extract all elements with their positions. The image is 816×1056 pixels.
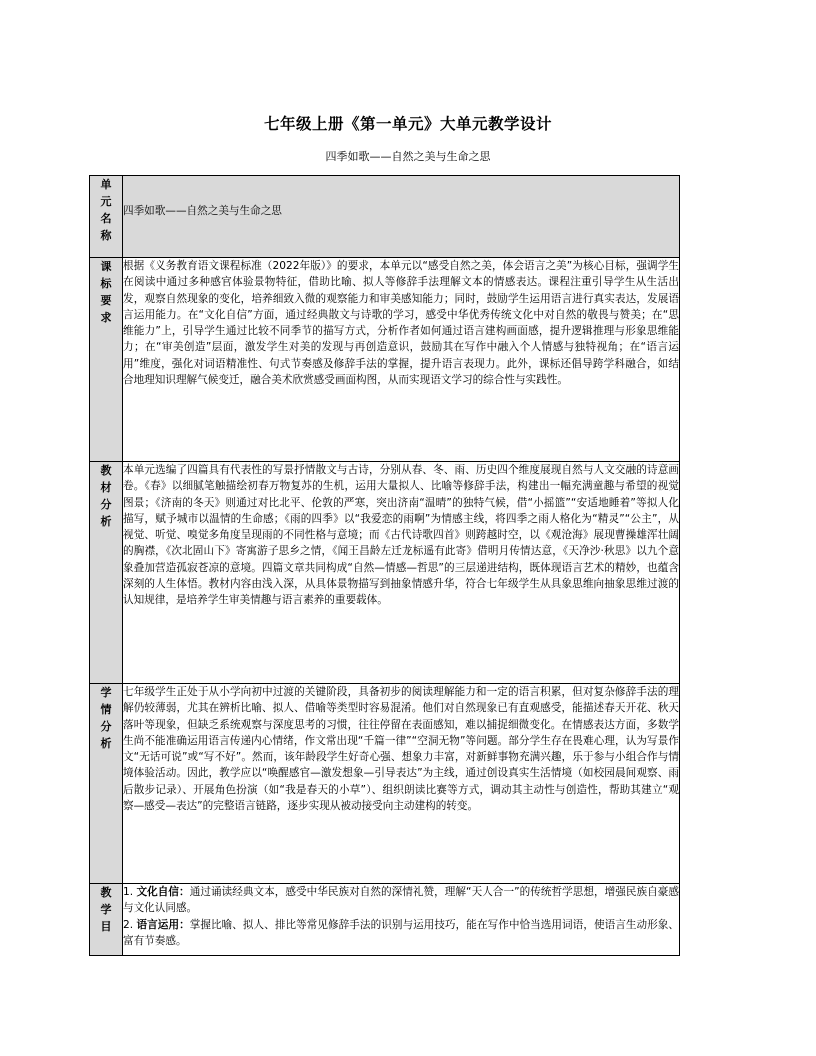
- goal-item: 2. 语言运用：掌握比喻、拟人、排比等常见修辞手法的识别与运用技巧，能在写作中恰当选用词语，使语言生动形象、富有节奏感。: [123, 918, 680, 947]
- table-row-textbook: [90, 462, 680, 684]
- label-textbook: 教材分析: [90, 462, 123, 684]
- page-title: 七年级上册《第一单元》大单元教学设计: [263, 115, 552, 133]
- content-curriculum: 根据《义务教育语文课程标准（2022年版）》的要求，本单元以“感受自然之美，体会语言之美”为核心目标，强调学生在阅读中通过多种感官体验景物特征，借助比喻、拟人等修辞手法理解文本的情感表达。课程注重引导学生从生活出发，观察自然现象的变化，培养细致入微的观察能力和审美感知能力；同时，鼓励学生运用语言进行真实表达，发展语言运用能力。在“文化自信”方面，通过经典散文与诗歌的学习，感受中华优秀传统文化中对自然的敬畏与赞美；在“思维能力”上，引导学生通过比较不同季节的描写方式，分析作者如何通过语言建构画面感，提升逻辑推理与形象思维能力；在“审美创造”层面，激发学生对美的发现与再创造意识，鼓励其在写作中融入个人情感与独特视角；在“语言运用”维度，强化对词语精准性、句式节奏感及修辞手法的掌握，提升语言表现力。此外，课标还倡导跨学科融合，如结合地理知识理解气候变迁，融合美术欣赏感受画面构图，从而实现语文学习的综合性与实践性。: [123, 258, 680, 462]
- content-textbook: 本单元选编了四篇具有代表性的写景抒情散文与古诗，分别从春、冬、雨、历史四个维度展现自然与人文交融的诗意画卷。《春》以细腻笔触描绘初春万物复苏的生机，运用大量拟人、比喻等修辞手法，构建出一幅充满童趣与希望的视觉图景；《济南的冬天》则通过对比北平、伦敦的严寒，突出济南“温晴”的独特气候，借“小摇篮”“安适地睡着”等拟人化描写，赋予城市以温情的生命感；《雨的四季》以“我爱恋的雨啊”为情感主线，将四季之雨人格化为“精灵”“公主”，从视觉、听觉、嗅觉多角度呈现雨的不同性格与意境；而《古代诗歌四首》则跨越时空，以《观沧海》展现曹操雄浑壮阔的胸襟，《次北固山下》寄寓游子思乡之情，《闻王昌龄左迁龙标遥有此寄》借明月传情达意，《天净沙·秋思》以九个意象叠加营造孤寂苍凉的意境。四篇文章共同构成“自然—情感—哲思”的三层递进结构，既体现语言艺术的精妙，也蕴含深刻的人生体悟。教材内容由浅入深，从具体景物描写到抽象情感升华，符合七年级学生从具象思维向抽象思维过渡的认知规律，是培养学生审美情趣与语言素养的重要载体。: [123, 462, 680, 684]
- table-row-unit-name: [90, 176, 680, 258]
- label-students: 学情分析: [90, 684, 123, 884]
- label-curriculum: 课标要求: [90, 258, 123, 462]
- goal-item: 1. 文化自信：通过诵读经典文本，感受中华民族对自然的深情礼赞，理解“天人合一”的传统哲学思想，增强民族自豪感与文化认同感。: [123, 886, 680, 915]
- content-students: 七年级学生正处于从小学向初中过渡的关键阶段，具备初步的阅读理解能力和一定的语言积累，但对复杂修辞手法的理解仍较薄弱，尤其在辨析比喻、拟人、借喻等类型时容易混淆。他们对自然现象已有直观感受，能描述春天开花、秋天落叶等现象，但缺乏系统观察与深度思考的习惯，往往停留在表面感知，难以捕捉细微变化。在情感表达方面，多数学生尚不能准确运用语言传递内心情绪，作文常出现“千篇一律”“空洞无物”等问题。部分学生存在畏难心理，认为写景作文“无话可说”或“写不好”。然而，该年龄段学生好奇心强、想象力丰富，对新鲜事物充满兴趣，乐于参与小组合作与情境体验活动。因此，教学应以“唤醒感官—激发想象—引导表达”为主线，通过创设真实生活情境（如校园晨间观察、雨后散步记录）、开展角色扮演（如“我是春天的小草”）、组织朗读比赛等方式，调动其主动性与创造性，帮助其建立“观察—感受—表达”的完整语言链路，逐步实现从被动接受向主动建构的转变。: [123, 684, 680, 884]
- content-unit-name: 四季如歌——自然之美与生命之思: [123, 176, 680, 258]
- label-goals: 教学目: [90, 884, 123, 956]
- page-subtitle: 四季如歌——自然之美与生命之思: [325, 150, 491, 163]
- teaching-plan-table: [89, 175, 680, 956]
- table-row-goals: [90, 884, 680, 956]
- table-row-students: [90, 684, 680, 884]
- label-unit-name: 单元名称: [90, 176, 123, 258]
- content-goals: [123, 884, 680, 956]
- table-row-curriculum: [90, 258, 680, 462]
